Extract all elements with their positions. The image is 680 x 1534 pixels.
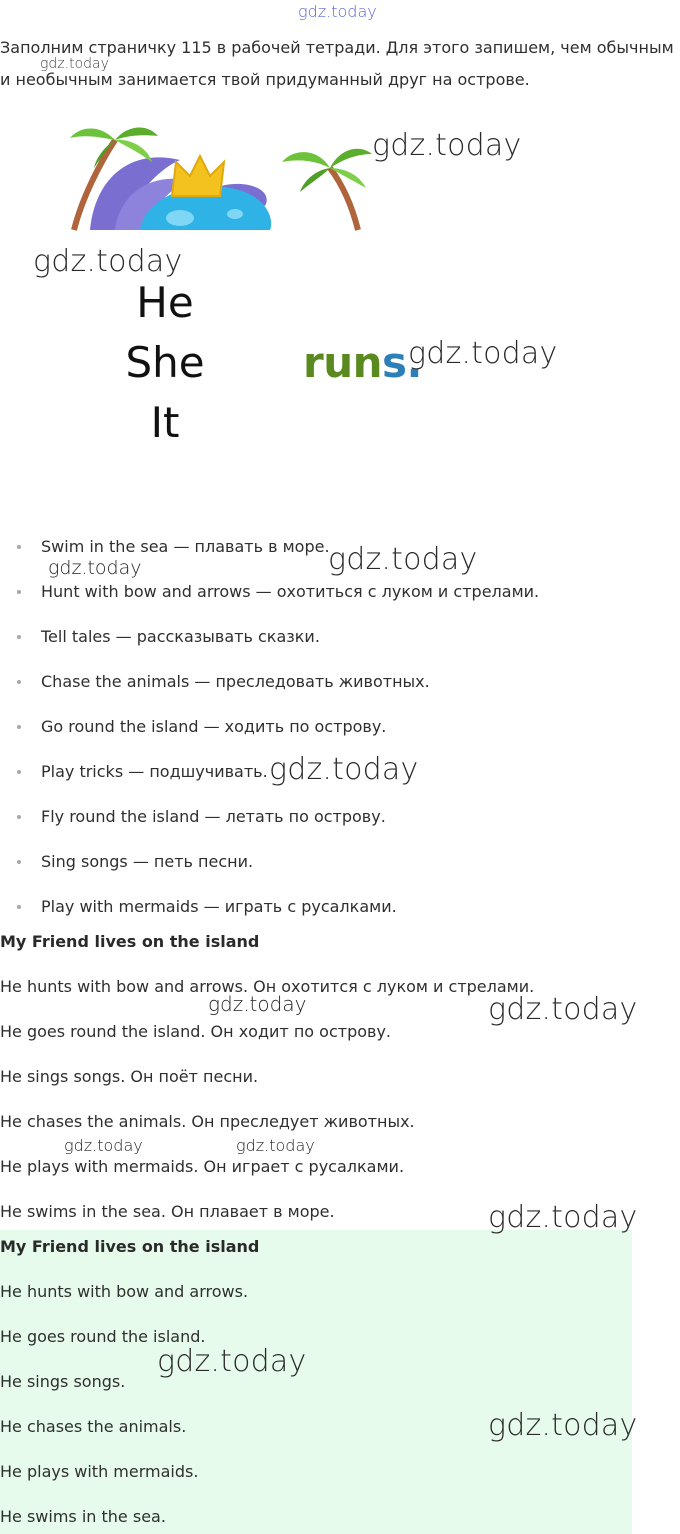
pronoun-she: She: [125, 338, 205, 387]
watermark: gdz.today: [488, 992, 638, 1027]
list-item: Go round the island — ходить по острову.: [0, 711, 680, 756]
island-illustration: [60, 118, 380, 232]
section2-line: He hunts with bow and arrows.: [0, 1282, 249, 1301]
list-item: Play tricks — подшучивать.: [0, 756, 680, 801]
watermark: gdz.today: [488, 1200, 638, 1235]
watermark: gdz.today: [328, 542, 478, 577]
watermark: gdz.today: [157, 1344, 307, 1379]
vocab-list: [0, 531, 680, 936]
pronoun-it: It: [150, 398, 180, 447]
section1-line: He hunts with bow and arrows. Он охотится с луком и стрелами.: [0, 977, 535, 996]
watermark: gdz.today: [372, 128, 522, 163]
verb-runs: [303, 338, 422, 387]
intro-paragraph: Заполним страничку 115 в рабочей тетради. Для этого запишем, чем обычным и необычным занимается твой придуманный друг на острове.: [0, 38, 674, 89]
watermark: gdz.today: [48, 557, 142, 579]
section1-line: He sings songs. Он поёт песни.: [0, 1067, 259, 1086]
list-item: Sing songs — петь песни.: [0, 846, 680, 891]
watermark: gdz.today: [64, 1136, 143, 1155]
section1-title: My Friend lives on the island: [0, 932, 260, 951]
watermark: gdz.today: [298, 2, 377, 21]
section1-line: He swims in the sea. Он плавает в море.: [0, 1202, 335, 1221]
list-item: Fly round the island — летать по острову.: [0, 801, 680, 846]
section1-line: He plays with mermaids. Он играет с русалками.: [0, 1157, 405, 1176]
list-item: Play with mermaids — играть с русалками.: [0, 891, 680, 936]
list-item: Chase the animals — преследовать животных.: [0, 666, 680, 711]
verb-stem: run: [303, 338, 383, 387]
list-item: Tell tales — рассказывать сказки.: [0, 621, 680, 666]
list-item: Hunt with bow and arrows — охотиться с луком и стрелами.: [0, 576, 680, 621]
section2-line: He swims in the sea.: [0, 1507, 166, 1526]
watermark: gdz.today: [488, 1408, 638, 1443]
verb-ending: s.: [382, 338, 422, 387]
section2-line: He chases the animals.: [0, 1417, 187, 1436]
section1-line: He goes round the island. Он ходит по острову.: [0, 1022, 391, 1041]
pronoun-he: He: [136, 278, 194, 327]
section2-line: He goes round the island.: [0, 1327, 206, 1346]
watermark: gdz.today: [40, 56, 109, 72]
list-item: Swim in the sea — плавать в море.: [0, 531, 680, 576]
watermark: gdz.today: [408, 336, 558, 371]
section2-line: He sings songs.: [0, 1372, 126, 1391]
watermark: gdz.today: [208, 992, 307, 1016]
watermark: gdz.today: [236, 1136, 315, 1155]
watermark: gdz.today: [269, 752, 419, 787]
section2-line: He plays with mermaids.: [0, 1462, 199, 1481]
section2-title: My Friend lives on the island: [0, 1237, 260, 1256]
watermark: gdz.today: [33, 244, 183, 279]
section1-line: He chases the animals. Он преследует животных.: [0, 1112, 415, 1131]
